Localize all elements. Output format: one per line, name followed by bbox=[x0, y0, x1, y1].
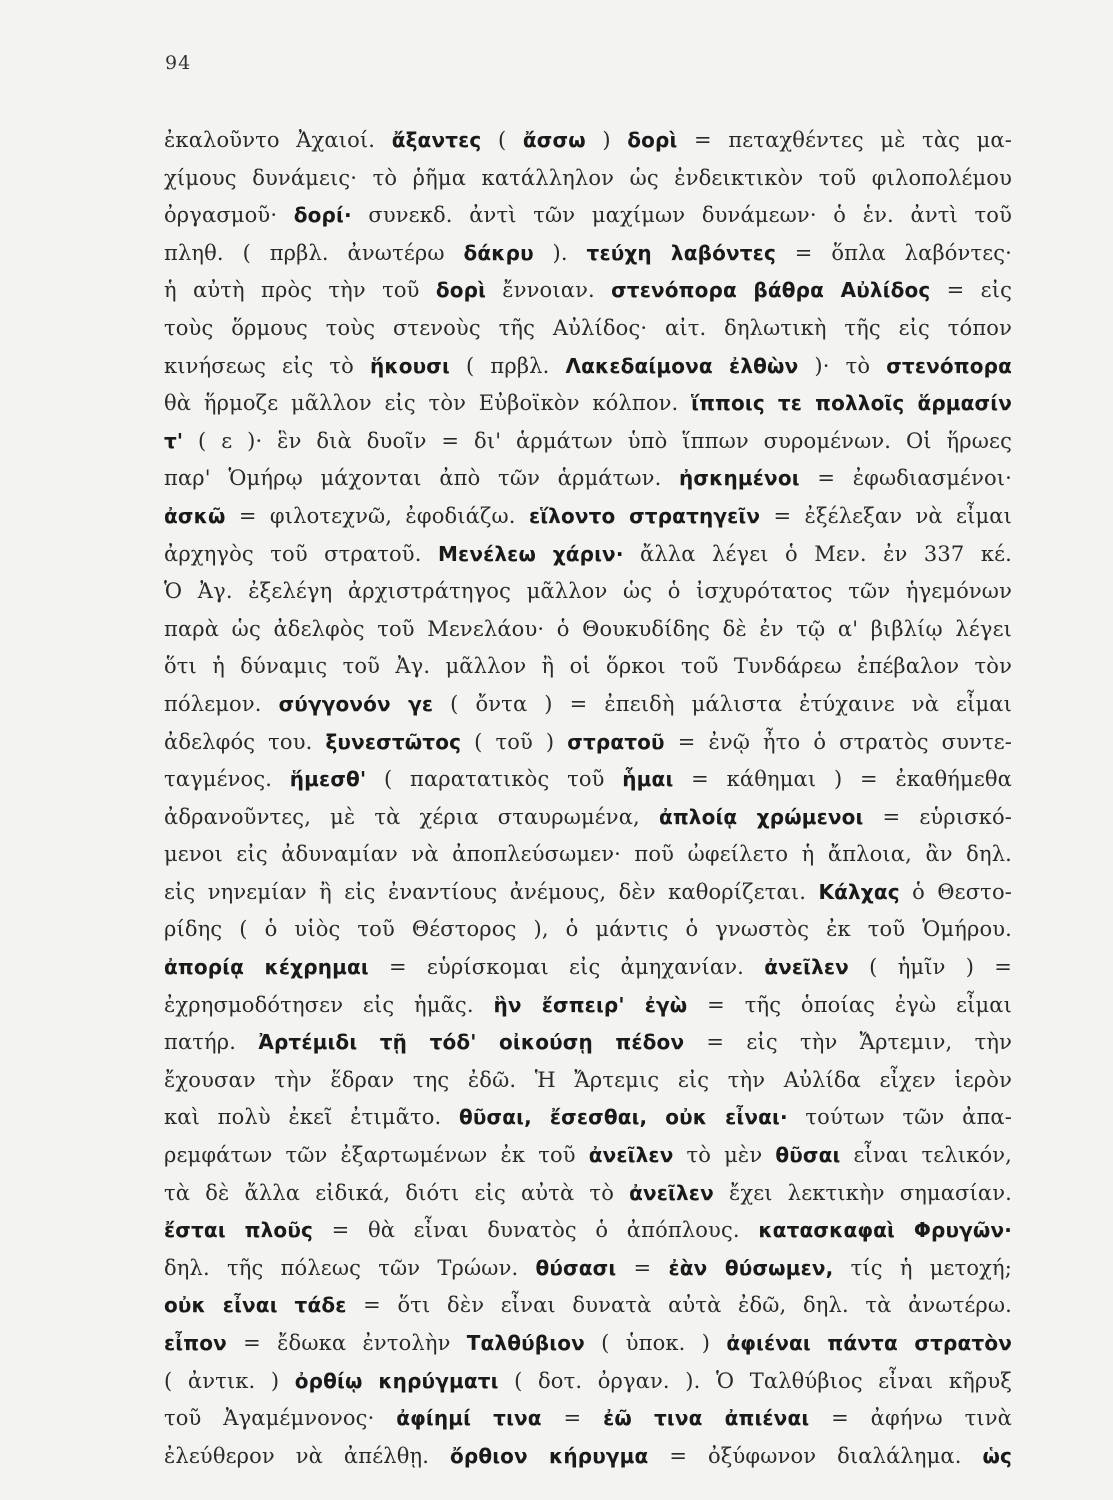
gloss-text: πατήρ. bbox=[164, 1030, 259, 1055]
gloss-text: = ἐνῷ ἦτο ὁ στρατὸς συντε- bbox=[664, 729, 1012, 754]
gloss-text: ( δοτ. ὀργαν. ). Ὁ Ταλθύβιος εἶναι κῆρυξ bbox=[498, 1368, 1012, 1393]
gloss-text: = ἐξέλεξαν νὰ εἶμαι bbox=[760, 503, 1012, 528]
gloss-text: ( ὑποκ. ) bbox=[584, 1331, 727, 1355]
lemma: ἐὰν θύσωμεν, bbox=[668, 1255, 834, 1280]
gloss-text: ταγμένος. bbox=[164, 767, 290, 792]
text-line bbox=[164, 235, 1012, 273]
text-line bbox=[164, 1438, 1012, 1476]
lemma: ἀνεῖλεν bbox=[588, 1143, 674, 1168]
text-line bbox=[164, 573, 1012, 611]
gloss-text: ἀρχηγὸς τοῦ στρατοῦ. bbox=[164, 541, 438, 566]
lemma: ὡς bbox=[982, 1443, 1013, 1468]
gloss-text: = bbox=[541, 1406, 604, 1431]
gloss-text: δηλ. τῆς πόλεως τῶν Τρώων. bbox=[164, 1255, 536, 1280]
gloss-text: τοῦ Ἀγαμέμνονος· bbox=[164, 1406, 397, 1431]
lemma: ἀνεῖλεν bbox=[764, 955, 849, 980]
gloss-text: = bbox=[616, 1255, 669, 1280]
text-line bbox=[164, 1325, 1012, 1363]
text-line bbox=[164, 348, 1012, 386]
gloss-text: ἔννοιαν. bbox=[486, 278, 612, 303]
gloss-text: ἄλλα λέγει ὁ Μεν. ἐν 337 κέ. bbox=[623, 541, 1012, 566]
lemma: Ταλθύβιον bbox=[466, 1331, 585, 1355]
gloss-text: ( πρβλ. bbox=[449, 353, 566, 378]
lemma: στρατοῦ bbox=[567, 729, 665, 754]
gloss-text: ἐχρησμοδότησεν εἰς ἡμᾶς. bbox=[164, 992, 494, 1017]
text-line bbox=[164, 987, 1012, 1025]
lemma: Λακεδαίμονα ἐλθὼν bbox=[565, 353, 799, 378]
text-line bbox=[164, 611, 1012, 649]
text-line bbox=[164, 1363, 1012, 1401]
text-line bbox=[164, 724, 1012, 762]
gloss-text: πληθ. ( πρβλ. ἀνωτέρω bbox=[164, 240, 464, 265]
lemma: ἀπλοίᾳ χρώμενοι bbox=[658, 804, 864, 829]
gloss-text: ( ἀντικ. ) bbox=[164, 1368, 295, 1393]
gloss-text: ἡ αὐτὴ πρὸς τὴν τοῦ bbox=[164, 278, 436, 303]
lemma: κατασκαφαὶ Φρυγῶν· bbox=[758, 1218, 1012, 1243]
gloss-text: ρεμφάτων τῶν ἐξαρτωμένων ἐκ τοῦ bbox=[164, 1143, 589, 1168]
lemma: τ' bbox=[164, 428, 184, 453]
gloss-text: ἐκαλοῦντο Ἀχαιοί. bbox=[164, 128, 392, 152]
lemma: δορὶ bbox=[627, 128, 678, 152]
lemma: ἥκουσι bbox=[370, 353, 450, 378]
gloss-text: = εὑρισκό- bbox=[863, 804, 1012, 829]
gloss-text: πόλεμον. bbox=[164, 691, 279, 716]
lemma: στενόπορα βάθρα Αὐλίδος bbox=[611, 278, 931, 303]
lemma: ἀφιέναι πάντα στρατὸν bbox=[726, 1331, 1012, 1355]
lemma: εἶπον bbox=[164, 1331, 227, 1355]
gloss-text: ἀδελφός του. bbox=[164, 729, 326, 754]
lemma: τεύχη λαβόντες bbox=[586, 240, 776, 265]
text-line bbox=[164, 460, 1012, 498]
gloss-text: = ὅτι δὲν εἶναι δυνατὰ αὐτὰ ἐδῶ, δηλ. τὰ ἀνωτέρω. bbox=[346, 1293, 1012, 1318]
page-number: 94 bbox=[165, 52, 192, 74]
gloss-text: ἐλεύθερον νὰ ἀπέλθῃ. bbox=[164, 1443, 450, 1468]
gloss-text: θὰ ἥρμοζε μᾶλλον εἰς τὸν Εὐβοϊκὸν κόλπον. bbox=[164, 391, 692, 416]
lemma: στενόπορα bbox=[886, 353, 1013, 378]
lemma: ἀνεῖλεν bbox=[629, 1180, 714, 1205]
text-line bbox=[164, 686, 1012, 724]
gloss-text: χίμους δυνάμεις· τὸ ῥῆμα κατάλληλον ὡς ἐνδεικτικὸν τοῦ φιλοπολέμου bbox=[164, 165, 1012, 190]
gloss-text: ρίδης ( ὁ υἱὸς τοῦ Θέστορος ), ὁ μάντις ὁ γνωστὸς ἐκ τοῦ Ὁμήρου. bbox=[164, 917, 1012, 942]
text-line bbox=[164, 160, 1012, 198]
gloss-text: = ἀφήνω τινὰ bbox=[809, 1406, 1012, 1431]
lemma: ἵπποις τε πολλοῖς ἅρμασίν bbox=[691, 391, 1013, 416]
gloss-text: ὅτι ἡ δύναμις τοῦ Ἀγ. μᾶλλον ἢ οἱ ὅρκοι τοῦ Τυνδάρεω ἐπέβαλον τὸν bbox=[164, 654, 1012, 679]
gloss-text: ὁ Θεστο- bbox=[899, 879, 1012, 904]
gloss-text: εἰς νηνεμίαν ἢ εἰς ἐναντίους ἀνέμους, δὲν καθορίζεται. bbox=[164, 879, 819, 904]
text-line bbox=[164, 197, 1012, 235]
text-line bbox=[164, 1137, 1012, 1175]
lemma: θῦσαι, ἔσεσθαι, οὐκ εἶναι· bbox=[459, 1105, 788, 1130]
lemma: ὀρθίῳ κηρύγματι bbox=[294, 1368, 499, 1393]
gloss-text: = πεταχθέντες μὲ τὰς μα- bbox=[677, 128, 1013, 152]
gloss-text: = εὑρίσκομαι εἰς ἀμηχανίαν. bbox=[368, 955, 765, 980]
text-line bbox=[164, 423, 1012, 461]
lemma: ἄσσω bbox=[522, 128, 586, 152]
gloss-text: ( ἡμῖν ) = bbox=[848, 955, 1013, 980]
text-line bbox=[164, 799, 1012, 837]
gloss-text: ( παρατατικὸς τοῦ bbox=[366, 767, 623, 792]
text-line bbox=[164, 272, 1012, 310]
gloss-text: ) bbox=[585, 128, 628, 152]
lemma: ἀφίημί τινα bbox=[396, 1406, 542, 1431]
gloss-text: = τῆς ὁποίας ἐγὼ εἶμαι bbox=[687, 992, 1013, 1017]
text-line bbox=[164, 385, 1012, 423]
text-line bbox=[164, 536, 1012, 574]
lemma: ἧμαι bbox=[622, 767, 674, 792]
text-line bbox=[164, 949, 1012, 987]
body-text bbox=[164, 122, 1012, 1475]
gloss-text: Ὁ Ἀγ. ἐξελέγη ἀρχιστράτηγος μᾶλλον ὡς ὁ ἰσχυρότατος τῶν ἡγεμόνων bbox=[164, 579, 1012, 604]
gloss-text: = φιλοτεχνῶ, ἐφοδιάζω. bbox=[225, 503, 529, 528]
lemma: ἐῶ τινα ἀπιέναι bbox=[603, 1406, 810, 1431]
lemma: ἥμεσθ' bbox=[289, 767, 367, 792]
gloss-text: τοὺς ὅρμους τοὺς στενοὺς τῆς Αὐλίδος· αἰτ. δηλωτικὴ τῆς εἰς τόπον bbox=[164, 315, 1012, 340]
text-line bbox=[164, 1099, 1012, 1137]
gloss-text: = ὀξύφωνον διαλάλημα. bbox=[648, 1443, 983, 1468]
gloss-text: κινήσεως εἰς τὸ bbox=[164, 353, 370, 378]
lemma: ὄρθιον κήρυγμα bbox=[449, 1443, 649, 1468]
lemma: θύσασι bbox=[535, 1255, 617, 1280]
lemma: Ἀρτέμιδι τῇ τόδ' οἰκούσῃ πέδον bbox=[258, 1030, 685, 1055]
gloss-text: τούτων τῶν ἀπα- bbox=[787, 1105, 1012, 1130]
lemma: ἠσκημένοι bbox=[679, 466, 800, 491]
gloss-text: = κάθημαι ) = ἐκαθήμεθα bbox=[673, 767, 1012, 792]
text-line bbox=[164, 874, 1012, 912]
lemma: ξυνεστῶτος bbox=[325, 729, 462, 754]
gloss-text: = ἐφωδιασμένοι· bbox=[799, 466, 1012, 491]
gloss-text: παρὰ ὡς ἀδελφὸς τοῦ Μενελάου· ὁ Θουκυδίδης δὲ ἐν τῷ α' βιβλίῳ λέγει bbox=[164, 616, 1012, 641]
lemma: Μενέλεω χάριν· bbox=[437, 541, 624, 566]
gloss-text: μενοι εἰς ἀδυναμίαν νὰ ἀποπλεύσωμεν· ποῦ ὠφείλετο ἡ ἄπλοια, ἂν δηλ. bbox=[164, 842, 1012, 867]
gloss-text: ( ε )· ἓν διὰ δυοῖν = δι' ἁρμάτων ὑπὸ ἵππων συρομένων. Οἱ ἥρωες bbox=[183, 428, 1012, 453]
text-line bbox=[164, 761, 1012, 799]
text-line bbox=[164, 1024, 1012, 1062]
text-line bbox=[164, 122, 1012, 160]
gloss-text: ( τοῦ ) bbox=[461, 729, 568, 754]
lemma: Κάλχας bbox=[818, 879, 900, 904]
gloss-text: εἶναι τελικόν, bbox=[840, 1143, 1012, 1168]
lemma: ἀπορίᾳ κέχρημαι bbox=[164, 955, 369, 980]
text-line bbox=[164, 648, 1012, 686]
gloss-text: συνεκδ. ἀντὶ τῶν μαχίμων δυνάμεων· ὁ ἑν. ἀντὶ τοῦ bbox=[351, 203, 1013, 228]
text-line bbox=[164, 1212, 1012, 1250]
gloss-text: = ὅπλα λαβόντες· bbox=[775, 240, 1012, 265]
gloss-text: ). bbox=[533, 240, 587, 265]
gloss-text: )· τὸ bbox=[798, 353, 887, 378]
text-line bbox=[164, 310, 1012, 348]
gloss-text: ( ὄντα ) = ἐπειδὴ μάλιστα ἐτύχαινε νὰ εἶμαι bbox=[433, 691, 1012, 716]
lemma: δορί· bbox=[293, 203, 352, 228]
gloss-text: = ἔδωκα ἐντολὴν bbox=[226, 1331, 467, 1355]
lemma: θῦσαι bbox=[775, 1143, 841, 1168]
lemma: οὐκ εἶναι τάδε bbox=[164, 1293, 347, 1318]
text-line bbox=[164, 1400, 1012, 1438]
gloss-text: ἔχουσαν τὴν ἕδραν της ἐδῶ. Ἡ Ἄρτεμις εἰς τὴν Αὐλίδα εἶχεν ἱερὸν bbox=[164, 1067, 1012, 1092]
gloss-text: = θὰ εἶναι δυνατὸς ὁ ἀπόπλους. bbox=[312, 1218, 759, 1243]
lemma: εἵλοντο στρατηγεῖν bbox=[528, 503, 761, 528]
gloss-text: ἔχει λεκτικὴν σημασίαν. bbox=[713, 1180, 1012, 1205]
text-line bbox=[164, 1287, 1012, 1325]
text-line bbox=[164, 1175, 1012, 1213]
text-line bbox=[164, 1062, 1012, 1100]
lemma: ἣν ἔσπειρ' ἐγὼ bbox=[493, 992, 688, 1017]
lemma: δάκρυ bbox=[463, 240, 534, 265]
text-line bbox=[164, 498, 1012, 536]
text-line bbox=[164, 911, 1012, 949]
lemma: δορὶ bbox=[435, 278, 487, 303]
gloss-text: τὰ δὲ ἄλλα εἰδικά, διότι εἰς αὐτὰ τὸ bbox=[164, 1180, 630, 1205]
gloss-text: ( bbox=[481, 128, 523, 152]
gloss-text: ὀργασμοῦ· bbox=[164, 203, 294, 228]
text-line bbox=[164, 836, 1012, 874]
gloss-text: τὸ μὲν bbox=[673, 1143, 776, 1168]
gloss-text: τίς ἡ μετοχή; bbox=[833, 1255, 1012, 1280]
lemma: ἀσκῶ bbox=[164, 503, 226, 528]
lemma: ἄξαντες bbox=[391, 128, 482, 152]
gloss-text: ἀδρανοῦντες, μὲ τὰ χέρια σταυρωμένα, bbox=[164, 804, 659, 829]
gloss-text: καὶ πολὺ ἐκεῖ ἐτιμᾶτο. bbox=[164, 1105, 459, 1130]
lemma: ἔσται πλοῦς bbox=[164, 1218, 313, 1243]
gloss-text: = εἰς τὴν Ἄρτεμιν, τὴν bbox=[684, 1030, 1012, 1055]
gloss-text: παρ' Ὁμήρῳ μάχονται ἀπὸ τῶν ἁρμάτων. bbox=[164, 466, 680, 491]
text-line bbox=[164, 1250, 1012, 1288]
gloss-text: = εἰς bbox=[930, 278, 1012, 303]
lemma: σύγγονόν γε bbox=[278, 691, 434, 716]
